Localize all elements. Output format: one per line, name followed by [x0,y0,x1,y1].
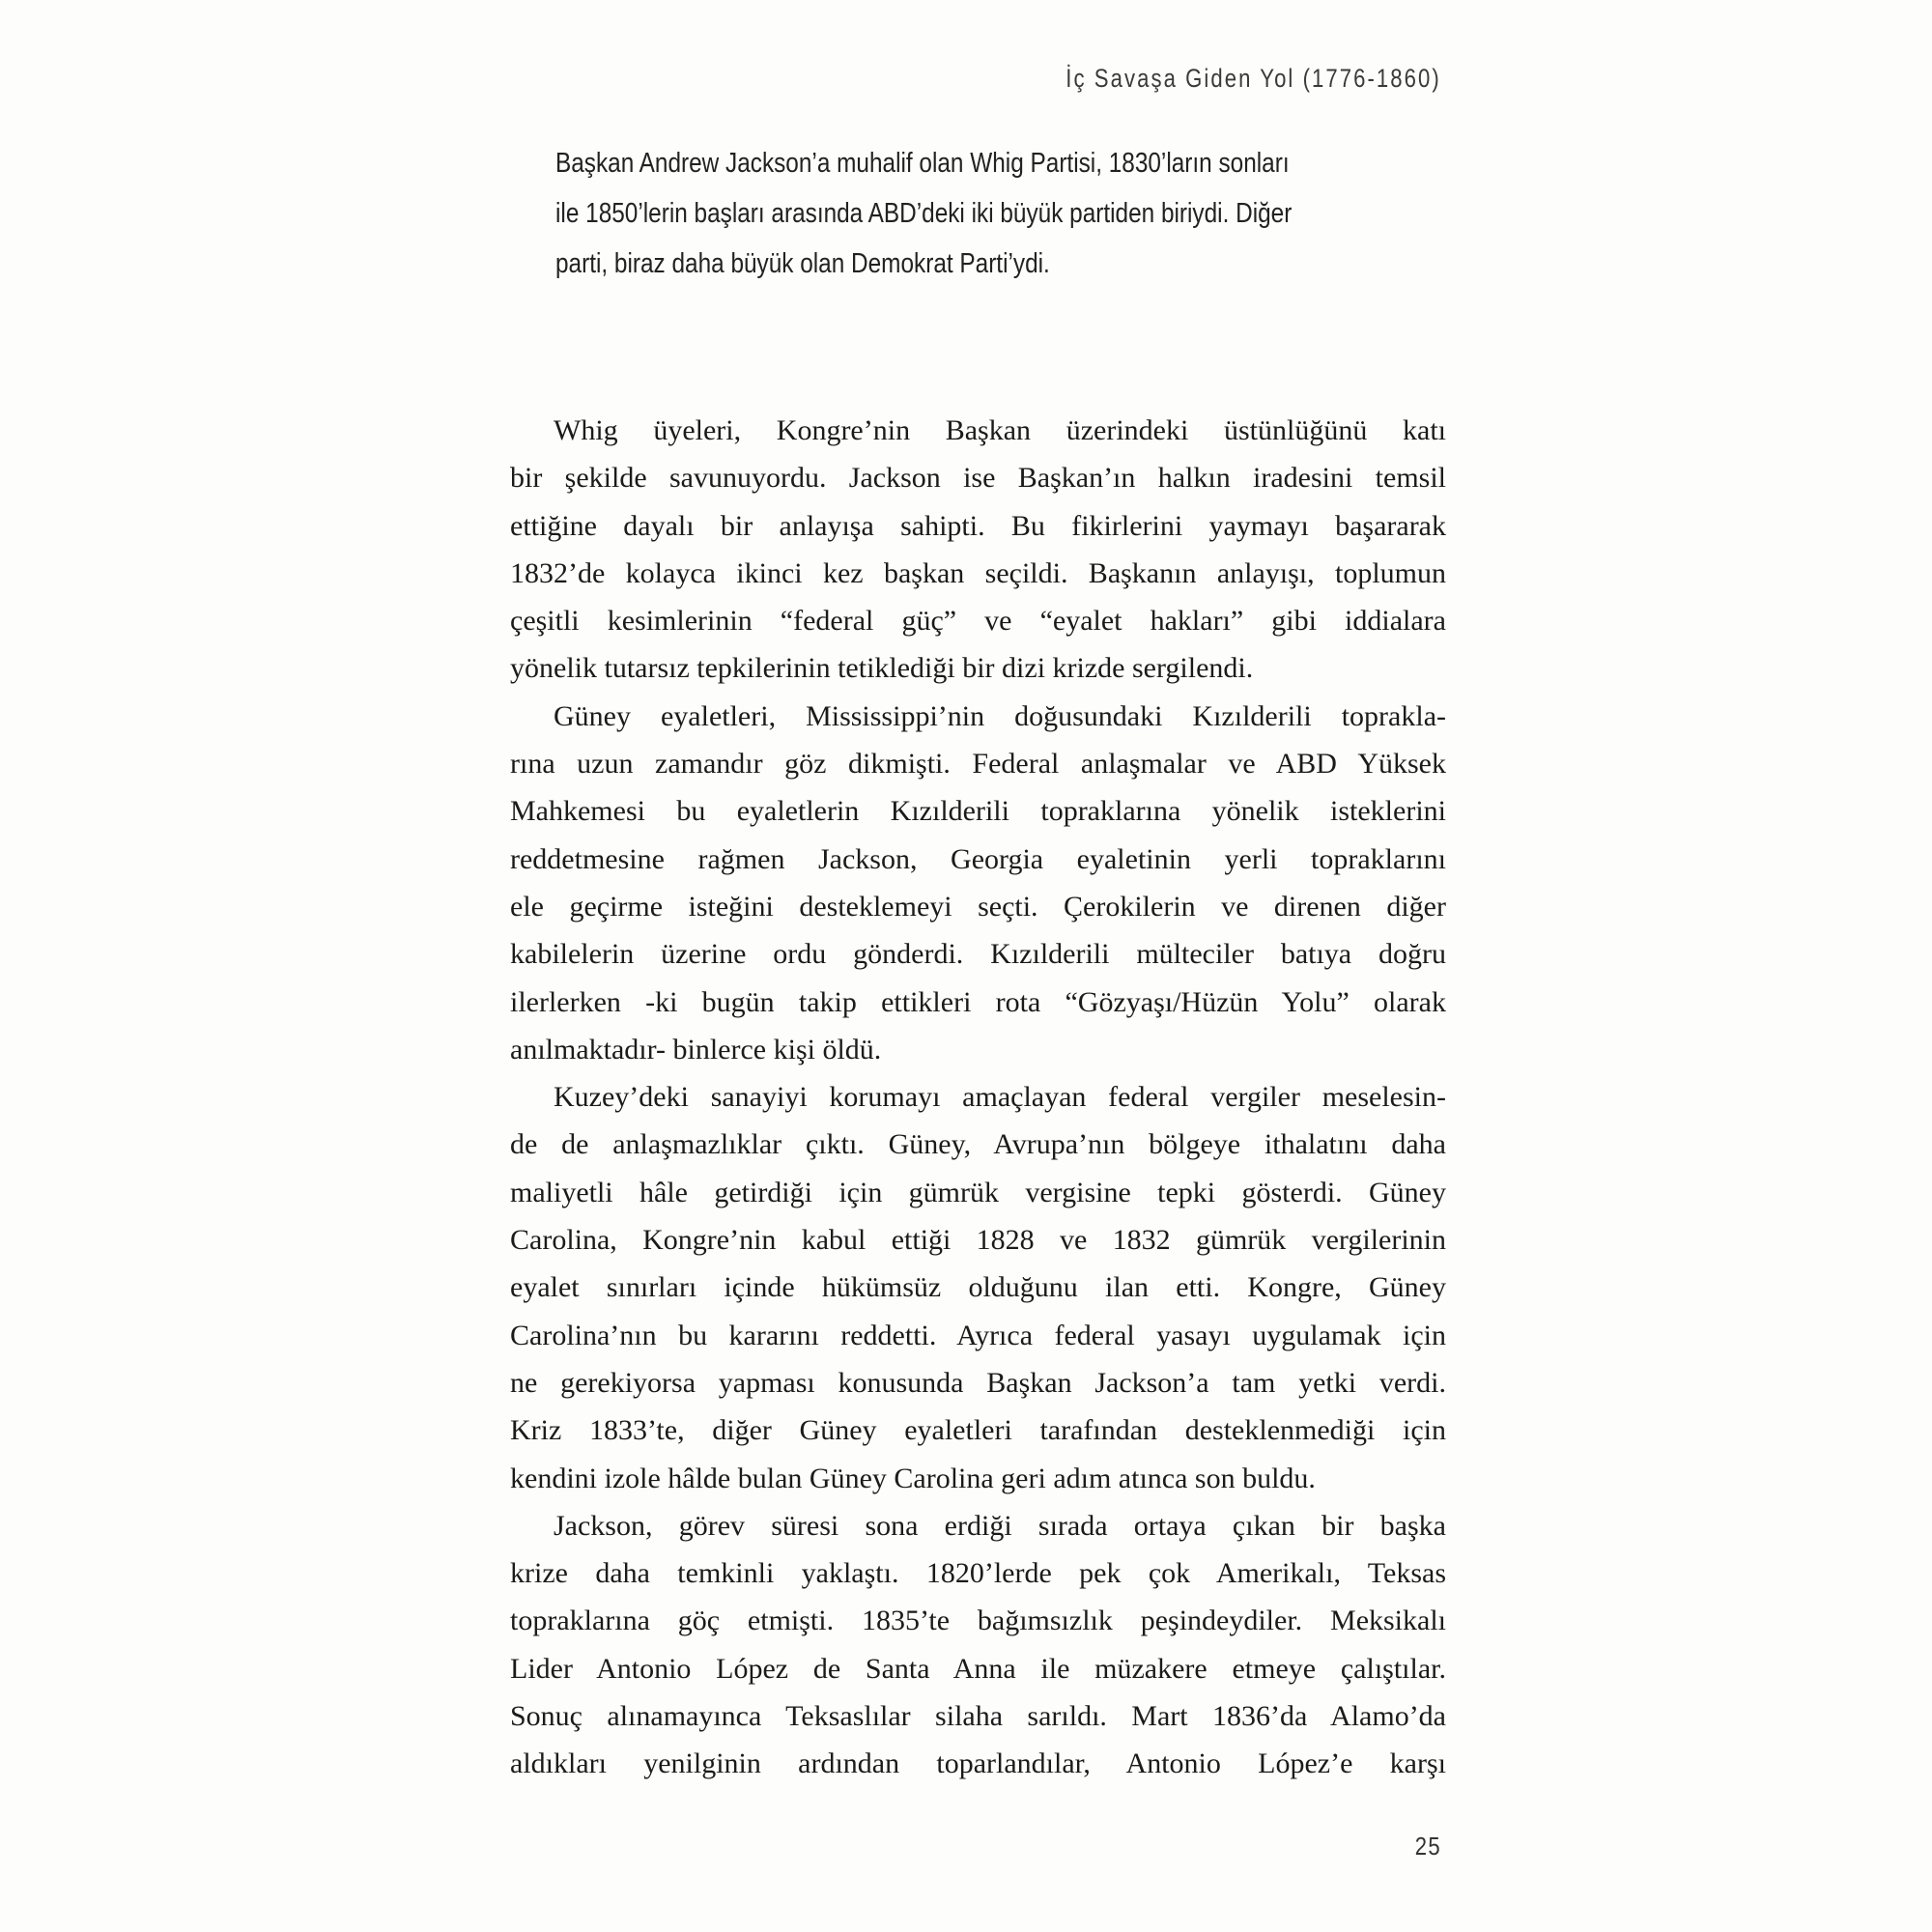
body-line: kabilelerin üzerine ordu gönderdi. Kızılderili mülteciler batıya doğru [510,938,1446,971]
intro-line: parti, biraz daha büyük olan Demokrat Parti’ydi. [555,248,1050,279]
body-line: Sonuç alınamayınca Teksaslılar silaha sarıldı. Mart 1836’da Alamo’da [510,1700,1446,1733]
body-line: Whig üyeleri, Kongre’nin Başkan üzerindeki üstünlüğünü katı [554,414,1446,446]
body-line: krize daha temkinli yaklaştı. 1820’lerde pek çok Amerikalı, Teksas [510,1557,1446,1590]
body-line: anılmaktadır- binlerce kişi öldü. [510,1033,882,1065]
body-line: kendini izole hâlde bulan Güney Carolina geri adım atınca son buldu. [510,1462,1316,1494]
body-line: 1832’de kolayca ikinci kez başkan seçildi. Başkanın anlayışı, toplumun [510,556,1446,589]
body-line: yönelik tutarsız tepkilerinin tetiklediği bir dizi krizde sergilendi. [510,652,1254,685]
body-line: eyalet sınırları içinde hükümsüz olduğunu ilan etti. Kongre, Güney [510,1271,1446,1304]
body-line: çeşitli kesimlerinin “federal güç” ve “eyalet hakları” gibi iddialara [510,605,1446,638]
body-line: bir şekilde savunuyordu. Jackson ise Başkan’ın halkın iradesini temsil [510,462,1446,495]
intro-line: ile 1850’lerin başları arasında ABD’deki iki büyük partiden biriydi. Diğer [555,198,1293,229]
body-line: Kuzey’deki sanayiyi korumayı amaçlayan federal vergiler meselesin- [554,1081,1446,1114]
body-line: Carolina, Kongre’nin kabul ettiği 1828 ve 1832 gümrük vergilerinin [510,1224,1446,1257]
paragraph [510,1502,1446,1788]
body-line: Mahkemesi bu eyaletlerin Kızılderili topraklarına yönelik isteklerini [510,795,1446,828]
body-line: maliyetli hâle getirdiği için gümrük vergisine tepki gösterdi. Güney [510,1176,1446,1208]
body-line: rına uzun zamandır göz dikmişti. Federal anlaşmalar ve ABD Yüksek [510,748,1446,781]
body-line: ettiğine dayalı bir anlayışa sahipti. Bu fikirlerini yaymayı başararak [510,509,1446,542]
running-header: İç Savaşa Giden Yol (1776-1860) [1065,64,1441,93]
body-line: Kriz 1833’te, diğer Güney eyaletleri tarafından desteklenmediği için [510,1414,1446,1447]
page-number: 25 [1414,1832,1441,1861]
body-line: reddetmesine rağmen Jackson, Georgia eyaletinin yerli topraklarını [510,842,1446,875]
body-line: ne gerekiyorsa yapması konusunda Başkan Jackson’a tam yetki verdi. [510,1366,1446,1399]
body-line: Güney eyaletleri, Mississippi’nin doğusundaki Kızılderili toprakla- [554,699,1446,732]
intro-line: Başkan Andrew Jackson’a muhalif olan Whig Partisi, 1830’ların sonları [555,148,1290,179]
paragraph [510,1073,1446,1502]
paragraph [510,407,1446,693]
body-line: de de anlaşmazlıklar çıktı. Güney, Avrupa’nın bölgeye ithalatını daha [510,1128,1446,1161]
body-line: ilerlerken -ki bugün takip ettikleri rota “Gözyaşı/Hüzün Yolu” olarak [510,985,1446,1018]
body-line: Carolina’nın bu kararını reddetti. Ayrıca federal yasayı uygulamak için [510,1319,1446,1351]
paragraph [510,693,1446,1073]
body-text [510,407,1446,1788]
body-line: aldıkları yenilginin ardından toparlandılar, Antonio López’e karşı [510,1747,1446,1780]
body-line: ele geçirme isteğini desteklemeyi seçti. Çerokilerin ve direnen diğer [510,890,1446,923]
body-line: topraklarına göç etmişti. 1835’te bağımsızlık peşindeydiler. Meksikalı [510,1605,1446,1637]
body-line: Lider Antonio López de Santa Anna ile müzakere etmeye çalıştılar. [510,1652,1446,1685]
body-line: Jackson, görev süresi sona erdiği sırada ortaya çıkan bir başka [554,1509,1446,1542]
intro-note [555,138,1406,289]
